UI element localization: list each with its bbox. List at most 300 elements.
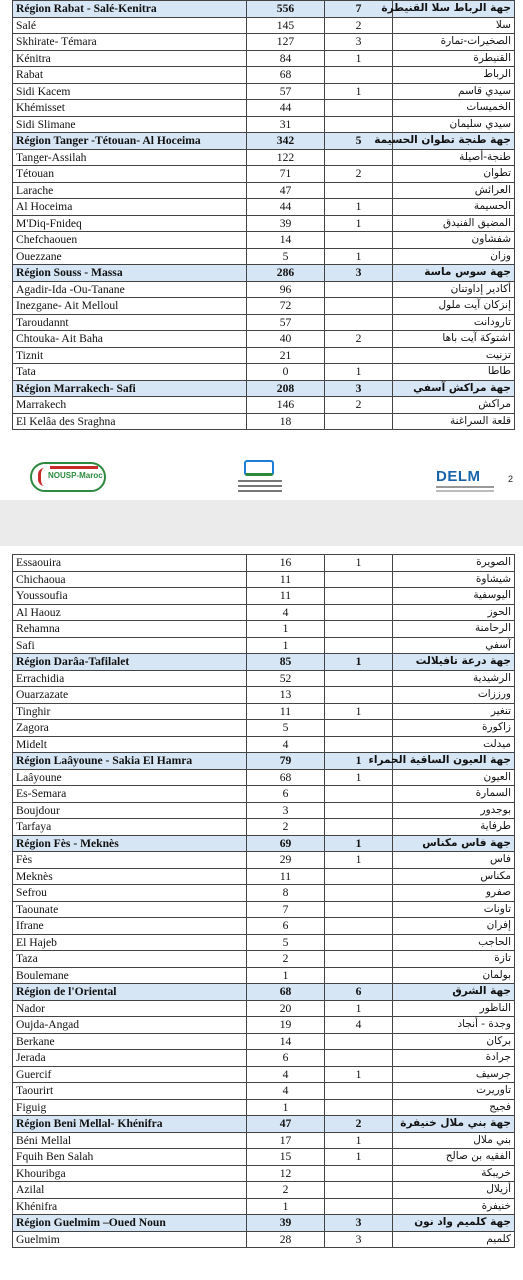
cell-count: 68 bbox=[247, 984, 325, 1001]
cell-name-arabic: جهة طنجة تطوان الحسيمة bbox=[393, 133, 515, 150]
cell-count: 20 bbox=[247, 1000, 325, 1017]
cell-name: El Kelâa des Sraghna bbox=[13, 413, 247, 430]
cell-secondary-count bbox=[325, 149, 393, 166]
delm-logo bbox=[436, 468, 496, 496]
cell-name: Khémisset bbox=[13, 100, 247, 117]
cell-count: 2 bbox=[247, 819, 325, 836]
cell-name: Safi bbox=[13, 637, 247, 654]
cell-count: 5 bbox=[247, 248, 325, 265]
cell-count: 29 bbox=[247, 852, 325, 869]
cell-name-arabic: الحسيمة bbox=[393, 199, 515, 216]
cell-count: 68 bbox=[247, 67, 325, 84]
cell-name-arabic: الرباط bbox=[393, 67, 515, 84]
cell-name: Ifrane bbox=[13, 918, 247, 935]
cell-name: Laâyoune bbox=[13, 769, 247, 786]
cell-name: Es-Semara bbox=[13, 786, 247, 803]
cell-count: 6 bbox=[247, 918, 325, 935]
cell-count: 47 bbox=[247, 1116, 325, 1133]
cell-secondary-count: 2 bbox=[325, 397, 393, 414]
cell-name: Marrakech bbox=[13, 397, 247, 414]
cell-secondary-count: 1 bbox=[325, 753, 393, 770]
cell-name-arabic: خريبكة bbox=[393, 1165, 515, 1182]
cell-secondary-count: 2 bbox=[325, 17, 393, 34]
cell-name-arabic: جهة بني ملال خنيفرة bbox=[393, 1116, 515, 1133]
table-row bbox=[13, 248, 515, 265]
cell-count: 4 bbox=[247, 736, 325, 753]
table-row bbox=[13, 34, 515, 51]
cell-count: 21 bbox=[247, 347, 325, 364]
cell-name-arabic: سلا bbox=[393, 17, 515, 34]
cell-count: 6 bbox=[247, 786, 325, 803]
cell-count: 1 bbox=[247, 967, 325, 984]
region-row bbox=[13, 265, 515, 282]
cell-name-arabic: جرادة bbox=[393, 1050, 515, 1067]
cell-name: Région Guelmim –Oued Noun bbox=[13, 1215, 247, 1232]
cell-secondary-count: 1 bbox=[325, 83, 393, 100]
cell-name-arabic: جهة درعة تافيلالت bbox=[393, 654, 515, 671]
table-row bbox=[13, 769, 515, 786]
table-row bbox=[13, 281, 515, 298]
cell-secondary-count bbox=[325, 967, 393, 984]
cell-secondary-count: 1 bbox=[325, 364, 393, 381]
cell-name: Région Rabat - Salé-Kenitra bbox=[13, 1, 247, 18]
cell-name-arabic: أكادير إداوتنان bbox=[393, 281, 515, 298]
cell-count: 14 bbox=[247, 232, 325, 249]
cell-name-arabic: آسفي bbox=[393, 637, 515, 654]
cell-secondary-count bbox=[325, 802, 393, 819]
cell-name: Région Fès - Meknès bbox=[13, 835, 247, 852]
cell-name: Fquih Ben Salah bbox=[13, 1149, 247, 1166]
cell-name-arabic: جهة مراكش آسفي bbox=[393, 380, 515, 397]
table-row bbox=[13, 331, 515, 348]
table-row bbox=[13, 703, 515, 720]
cell-name: Nador bbox=[13, 1000, 247, 1017]
cell-name-arabic: إنزكان آيت ملول bbox=[393, 298, 515, 315]
cell-count: 85 bbox=[247, 654, 325, 671]
cell-name: Skhirate- Témara bbox=[13, 34, 247, 51]
cell-name: Rabat bbox=[13, 67, 247, 84]
cell-count: 11 bbox=[247, 703, 325, 720]
cell-name: Agadir-Ida -Ou-Tanane bbox=[13, 281, 247, 298]
cell-name-arabic: العرائش bbox=[393, 182, 515, 199]
region-row bbox=[13, 654, 515, 671]
cell-name: Ouarzazate bbox=[13, 687, 247, 704]
table-row bbox=[13, 1017, 515, 1034]
table-row bbox=[13, 1231, 515, 1248]
cell-count: 11 bbox=[247, 588, 325, 605]
cell-count: 5 bbox=[247, 934, 325, 951]
cell-count: 47 bbox=[247, 182, 325, 199]
cell-name-arabic: الصخيرات-تمارة bbox=[393, 34, 515, 51]
cell-name-arabic: طنجة-أصيلة bbox=[393, 149, 515, 166]
cell-name-arabic: سيدي سليمان bbox=[393, 116, 515, 133]
cell-name: Azilal bbox=[13, 1182, 247, 1199]
cell-secondary-count: 2 bbox=[325, 1116, 393, 1133]
cell-name: Région Beni Mellal- Khénifra bbox=[13, 1116, 247, 1133]
cell-name-arabic: بوجدور bbox=[393, 802, 515, 819]
cell-name: Salé bbox=[13, 17, 247, 34]
cell-secondary-count bbox=[325, 736, 393, 753]
cases-table-body bbox=[13, 555, 515, 1248]
cell-secondary-count bbox=[325, 868, 393, 885]
cell-secondary-count bbox=[325, 951, 393, 968]
cell-name-arabic: تازة bbox=[393, 951, 515, 968]
cell-name: Région Souss - Massa bbox=[13, 265, 247, 282]
cell-secondary-count bbox=[325, 1198, 393, 1215]
table-row bbox=[13, 1099, 515, 1116]
cell-count: 146 bbox=[247, 397, 325, 414]
cell-name: Chichaoua bbox=[13, 571, 247, 588]
table-row bbox=[13, 67, 515, 84]
cell-count: 4 bbox=[247, 604, 325, 621]
ministry-of-health-logo bbox=[236, 460, 284, 496]
cell-name-arabic: الحوز bbox=[393, 604, 515, 621]
cell-name: Al Haouz bbox=[13, 604, 247, 621]
cell-name-arabic: قلعة السراغنة bbox=[393, 413, 515, 430]
cell-secondary-count bbox=[325, 67, 393, 84]
cell-count: 44 bbox=[247, 199, 325, 216]
cell-name-arabic: جهة الرباط سلا القنيطرة bbox=[393, 1, 515, 18]
table-row bbox=[13, 1066, 515, 1083]
cell-count: 4 bbox=[247, 1083, 325, 1100]
cell-name: Taounate bbox=[13, 901, 247, 918]
cell-count: 15 bbox=[247, 1149, 325, 1166]
table-row bbox=[13, 901, 515, 918]
cell-name-arabic: ورززات bbox=[393, 687, 515, 704]
cell-count: 11 bbox=[247, 868, 325, 885]
delm-logo-text: DELM bbox=[436, 468, 481, 485]
cell-name: Guelmim bbox=[13, 1231, 247, 1248]
cell-name: Jerada bbox=[13, 1050, 247, 1067]
region-row bbox=[13, 984, 515, 1001]
table-row bbox=[13, 588, 515, 605]
cell-name-arabic: القنيطرة bbox=[393, 50, 515, 67]
cell-name-arabic: طاطا bbox=[393, 364, 515, 381]
cell-count: 5 bbox=[247, 720, 325, 737]
cell-name: Sidi Slimane bbox=[13, 116, 247, 133]
cell-secondary-count bbox=[325, 819, 393, 836]
table-row bbox=[13, 298, 515, 315]
cell-secondary-count: 1 bbox=[325, 248, 393, 265]
cell-name-arabic: مراكش bbox=[393, 397, 515, 414]
cell-name: Essaouira bbox=[13, 555, 247, 572]
cell-secondary-count: 3 bbox=[325, 265, 393, 282]
cell-name-arabic: خنيفرة bbox=[393, 1198, 515, 1215]
cell-secondary-count: 1 bbox=[325, 835, 393, 852]
cell-secondary-count: 3 bbox=[325, 34, 393, 51]
cell-name-arabic: تطوان bbox=[393, 166, 515, 183]
cell-name-arabic: تنغير bbox=[393, 703, 515, 720]
table-row bbox=[13, 1083, 515, 1100]
cell-name-arabic: بولمان bbox=[393, 967, 515, 984]
cell-name: Boujdour bbox=[13, 802, 247, 819]
cell-count: 57 bbox=[247, 314, 325, 331]
table-row bbox=[13, 670, 515, 687]
cell-name-arabic: أزيلال bbox=[393, 1182, 515, 1199]
cell-name: Taroudannt bbox=[13, 314, 247, 331]
nousp-logo bbox=[30, 462, 106, 492]
table-row bbox=[13, 116, 515, 133]
cell-secondary-count bbox=[325, 571, 393, 588]
table-row bbox=[13, 637, 515, 654]
cell-count: 57 bbox=[247, 83, 325, 100]
page-footer bbox=[0, 432, 523, 500]
cell-name: Berkane bbox=[13, 1033, 247, 1050]
cell-count: 13 bbox=[247, 687, 325, 704]
cell-secondary-count: 1 bbox=[325, 555, 393, 572]
cell-count: 69 bbox=[247, 835, 325, 852]
cell-name-arabic: الصويرة bbox=[393, 555, 515, 572]
table-row bbox=[13, 1182, 515, 1199]
table-row bbox=[13, 571, 515, 588]
cell-secondary-count bbox=[325, 1099, 393, 1116]
table-row bbox=[13, 1165, 515, 1182]
cell-secondary-count bbox=[325, 298, 393, 315]
cell-count: 122 bbox=[247, 149, 325, 166]
cell-secondary-count: 6 bbox=[325, 984, 393, 1001]
cell-count: 1 bbox=[247, 1099, 325, 1116]
cell-name-arabic: طرفاية bbox=[393, 819, 515, 836]
cell-count: 52 bbox=[247, 670, 325, 687]
table-row bbox=[13, 802, 515, 819]
cell-name: Chefchaouen bbox=[13, 232, 247, 249]
cell-secondary-count: 1 bbox=[325, 1149, 393, 1166]
cell-count: 1 bbox=[247, 1198, 325, 1215]
page-separator bbox=[0, 500, 523, 546]
cell-count: 7 bbox=[247, 901, 325, 918]
table-row bbox=[13, 819, 515, 836]
cell-name-arabic: صفرو bbox=[393, 885, 515, 902]
cell-secondary-count bbox=[325, 413, 393, 430]
cell-secondary-count: 1 bbox=[325, 769, 393, 786]
table-row bbox=[13, 621, 515, 638]
cell-name: Région de l'Oriental bbox=[13, 984, 247, 1001]
region-row bbox=[13, 133, 515, 150]
cell-count: 1 bbox=[247, 621, 325, 638]
table-row bbox=[13, 364, 515, 381]
table-row bbox=[13, 687, 515, 704]
cell-count: 12 bbox=[247, 1165, 325, 1182]
cell-name-arabic: كلميم bbox=[393, 1231, 515, 1248]
cell-secondary-count: 1 bbox=[325, 1000, 393, 1017]
nousp-logo-text: NOUSP-Maroc bbox=[48, 471, 103, 480]
cell-name: M'Diq-Fnideq bbox=[13, 215, 247, 232]
table-row bbox=[13, 1149, 515, 1166]
cell-name: Al Hoceima bbox=[13, 199, 247, 216]
cell-secondary-count bbox=[325, 314, 393, 331]
cases-table-body bbox=[13, 1, 515, 430]
cell-secondary-count bbox=[325, 934, 393, 951]
cell-name-arabic: فاس bbox=[393, 852, 515, 869]
cell-count: 40 bbox=[247, 331, 325, 348]
document-page-2 bbox=[0, 546, 523, 1280]
cell-secondary-count: 2 bbox=[325, 331, 393, 348]
cell-count: 14 bbox=[247, 1033, 325, 1050]
cell-secondary-count bbox=[325, 588, 393, 605]
table-row bbox=[13, 852, 515, 869]
cell-secondary-count bbox=[325, 1165, 393, 1182]
cell-secondary-count: 2 bbox=[325, 166, 393, 183]
cell-name-arabic: بركان bbox=[393, 1033, 515, 1050]
cell-secondary-count bbox=[325, 720, 393, 737]
cell-count: 39 bbox=[247, 215, 325, 232]
cell-count: 79 bbox=[247, 753, 325, 770]
cell-name: Figuig bbox=[13, 1099, 247, 1116]
table-row bbox=[13, 17, 515, 34]
cell-secondary-count bbox=[325, 1083, 393, 1100]
cell-secondary-count: 3 bbox=[325, 1215, 393, 1232]
table-row bbox=[13, 1132, 515, 1149]
cell-name: Zagora bbox=[13, 720, 247, 737]
table-row bbox=[13, 199, 515, 216]
table-row bbox=[13, 1198, 515, 1215]
cell-count: 2 bbox=[247, 951, 325, 968]
cell-count: 342 bbox=[247, 133, 325, 150]
table-row bbox=[13, 555, 515, 572]
table-row bbox=[13, 736, 515, 753]
cell-secondary-count bbox=[325, 637, 393, 654]
cell-name-arabic: تارودانت bbox=[393, 314, 515, 331]
region-row bbox=[13, 1116, 515, 1133]
cell-count: 18 bbox=[247, 413, 325, 430]
cell-count: 72 bbox=[247, 298, 325, 315]
cell-name: Taza bbox=[13, 951, 247, 968]
cell-name: Région Darâa-Tafilalet bbox=[13, 654, 247, 671]
region-row bbox=[13, 835, 515, 852]
cell-secondary-count bbox=[325, 1182, 393, 1199]
cell-count: 8 bbox=[247, 885, 325, 902]
cell-count: 11 bbox=[247, 571, 325, 588]
cell-name-arabic: إفران bbox=[393, 918, 515, 935]
cell-count: 127 bbox=[247, 34, 325, 51]
cell-secondary-count bbox=[325, 687, 393, 704]
table-row bbox=[13, 83, 515, 100]
cell-name: Youssoufia bbox=[13, 588, 247, 605]
cases-table-page-2 bbox=[12, 554, 515, 1248]
table-row bbox=[13, 413, 515, 430]
cell-name: Tinghir bbox=[13, 703, 247, 720]
cell-secondary-count: 3 bbox=[325, 380, 393, 397]
table-row bbox=[13, 1050, 515, 1067]
page-number: 2 bbox=[508, 474, 514, 484]
cell-secondary-count: 1 bbox=[325, 703, 393, 720]
cell-name: Khénifra bbox=[13, 1198, 247, 1215]
cell-name-arabic: سيدي قاسم bbox=[393, 83, 515, 100]
cell-name: Khouribga bbox=[13, 1165, 247, 1182]
cell-name-arabic: الرحامنة bbox=[393, 621, 515, 638]
cell-secondary-count bbox=[325, 116, 393, 133]
cell-name: Sefrou bbox=[13, 885, 247, 902]
cell-count: 68 bbox=[247, 769, 325, 786]
cell-name: Région Marrakech- Safi bbox=[13, 380, 247, 397]
cell-name: Taourirt bbox=[13, 1083, 247, 1100]
cell-secondary-count bbox=[325, 604, 393, 621]
cell-count: 31 bbox=[247, 116, 325, 133]
cell-secondary-count: 1 bbox=[325, 852, 393, 869]
cell-name: Errachidia bbox=[13, 670, 247, 687]
cell-name: Tata bbox=[13, 364, 247, 381]
cell-secondary-count: 1 bbox=[325, 199, 393, 216]
table-row bbox=[13, 100, 515, 117]
region-row bbox=[13, 1215, 515, 1232]
cell-name-arabic: شفشاون bbox=[393, 232, 515, 249]
table-row bbox=[13, 868, 515, 885]
cell-secondary-count bbox=[325, 1050, 393, 1067]
cell-name: Boulemane bbox=[13, 967, 247, 984]
cell-name: Béni Mellal bbox=[13, 1132, 247, 1149]
cell-secondary-count bbox=[325, 1033, 393, 1050]
cell-name: Midelt bbox=[13, 736, 247, 753]
cell-count: 0 bbox=[247, 364, 325, 381]
cell-name-arabic: زاكورة bbox=[393, 720, 515, 737]
cell-name: Tarfaya bbox=[13, 819, 247, 836]
cases-table-page-1 bbox=[12, 0, 515, 430]
cell-count: 145 bbox=[247, 17, 325, 34]
cell-name: Meknès bbox=[13, 868, 247, 885]
cell-name: Sidi Kacem bbox=[13, 83, 247, 100]
cell-secondary-count bbox=[325, 786, 393, 803]
table-row bbox=[13, 215, 515, 232]
cell-count: 286 bbox=[247, 265, 325, 282]
cell-name: Région Laâyoune - Sakia El Hamra bbox=[13, 753, 247, 770]
table-row bbox=[13, 885, 515, 902]
table-row bbox=[13, 314, 515, 331]
cell-secondary-count: 1 bbox=[325, 654, 393, 671]
cell-name-arabic: الحاجب bbox=[393, 934, 515, 951]
cell-name: Rehamna bbox=[13, 621, 247, 638]
cell-count: 39 bbox=[247, 1215, 325, 1232]
table-row bbox=[13, 232, 515, 249]
cell-name-arabic: جهة كلميم واد نون bbox=[393, 1215, 515, 1232]
cell-secondary-count bbox=[325, 347, 393, 364]
cell-name-arabic: اليوسفية bbox=[393, 588, 515, 605]
table-row bbox=[13, 951, 515, 968]
cell-name: Région Tanger -Tétouan- Al Hoceima bbox=[13, 133, 247, 150]
table-row bbox=[13, 397, 515, 414]
table-row bbox=[13, 50, 515, 67]
cell-name-arabic: تاونات bbox=[393, 901, 515, 918]
cell-secondary-count bbox=[325, 918, 393, 935]
document-page-1 bbox=[0, 0, 523, 500]
cell-count: 4 bbox=[247, 1066, 325, 1083]
cell-name-arabic: جهة فاس مكناس bbox=[393, 835, 515, 852]
cell-name-arabic: الفقيه بن صالح bbox=[393, 1149, 515, 1166]
cell-name-arabic: السمارة bbox=[393, 786, 515, 803]
table-row bbox=[13, 918, 515, 935]
table-row bbox=[13, 166, 515, 183]
cell-secondary-count bbox=[325, 621, 393, 638]
cell-secondary-count: 1 bbox=[325, 215, 393, 232]
cell-name-arabic: وزان bbox=[393, 248, 515, 265]
cell-count: 2 bbox=[247, 1182, 325, 1199]
region-row bbox=[13, 753, 515, 770]
cell-secondary-count bbox=[325, 901, 393, 918]
cell-name: Fès bbox=[13, 852, 247, 869]
cell-name-arabic: اشتوكة آيت باها bbox=[393, 331, 515, 348]
cell-name: Inezgane- Ait Melloul bbox=[13, 298, 247, 315]
cell-name: Guercif bbox=[13, 1066, 247, 1083]
table-row bbox=[13, 182, 515, 199]
cell-name-arabic: تزنيت bbox=[393, 347, 515, 364]
cell-name-arabic: جرسيف bbox=[393, 1066, 515, 1083]
cell-name: El Hajeb bbox=[13, 934, 247, 951]
table-row bbox=[13, 967, 515, 984]
cell-name-arabic: بني ملال bbox=[393, 1132, 515, 1149]
cell-count: 19 bbox=[247, 1017, 325, 1034]
cell-name-arabic: الرشيدية bbox=[393, 670, 515, 687]
cell-name-arabic: ميدلت bbox=[393, 736, 515, 753]
table-row bbox=[13, 786, 515, 803]
